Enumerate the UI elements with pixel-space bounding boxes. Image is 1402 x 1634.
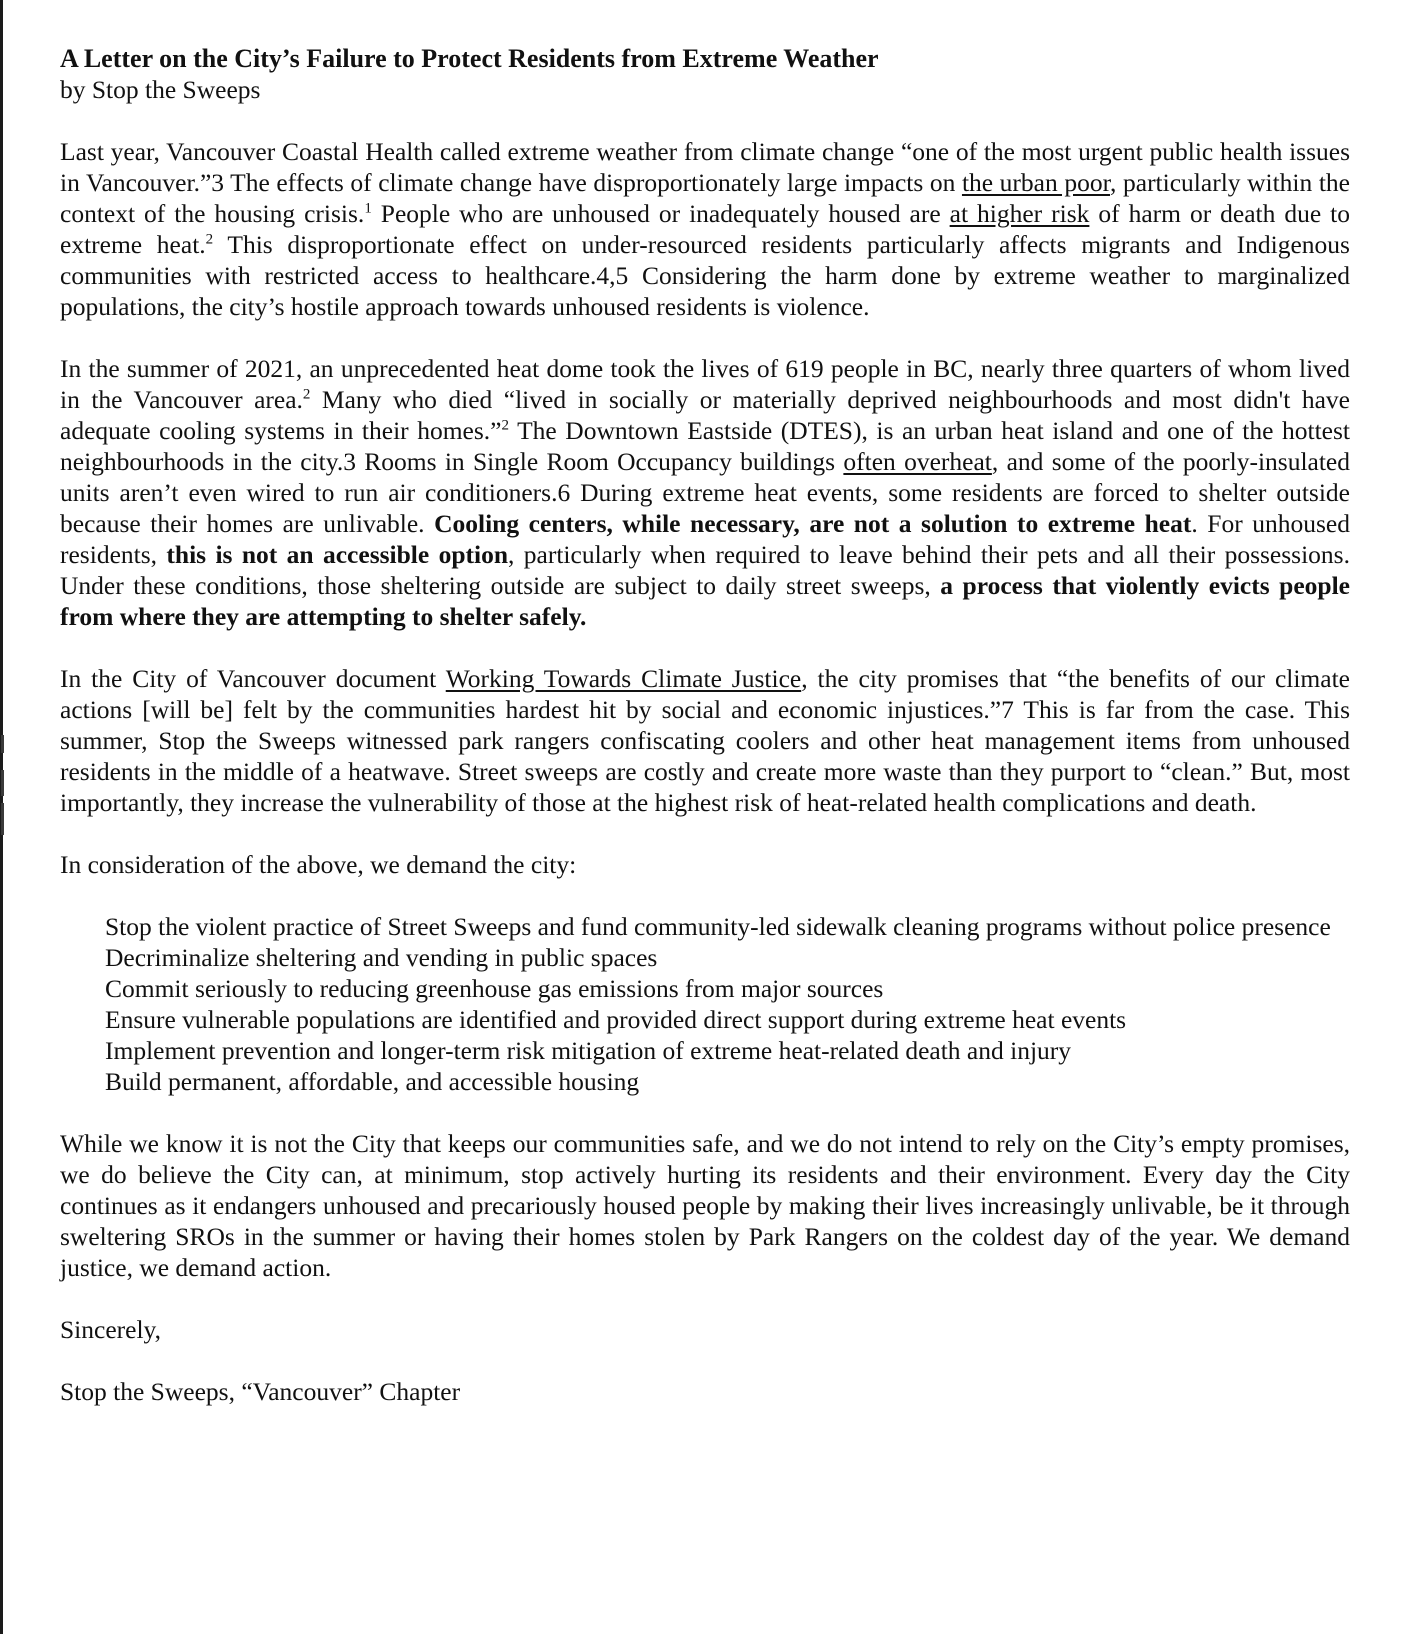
letter-byline: by Stop the Sweeps [60,75,261,104]
footnote-ref: 1 [364,200,372,217]
bold-text: a process that violently evicts people from where they are attempting to shelter safely. [60,571,1350,631]
text-span: , particularly when required to leave behind their pets and all their possessions. Under these conditions, those sheltering outside are subject to daily street sweeps, [60,540,1350,600]
closing-salutation: Sincerely, [60,1315,162,1344]
scan-artifact-mark [1,803,4,835]
bold-text: Cooling centers, while necessary, are not a solution to extreme heat [434,509,1192,538]
text-span: , and some of the poorly-insulated units aren’t even wired to run air conditioners.6 During extreme heat events, some residents are forced to shelter outside because their homes are unlivable. [60,447,1351,538]
link-higher-risk[interactable]: at higher risk [949,199,1090,228]
paragraph-demand-intro: In consideration of the above, we demand the city: [60,850,577,879]
text-span: , the city promises that “the benefits of our climate actions [will be] felt by the communities hardest hit by social and economic injustices.”7 This is far from the case. This summer, Stop the Sweeps witnessed park rangers confiscating coolers and other heat management items from unhoused residents in the middle of a heatwave. Street sweeps are costly and create more waste than they purport to “clean.” But, most importantly, they increase the vulnerability of those at the highest risk of heat-related health complications and death. [60,664,1350,817]
footnote-ref: 2 [501,417,509,434]
text-span: Last year, Vancouver Coastal Health called extreme weather from climate change “one of the most urgent public health issues in Vancouver.”3 The effects of climate change have disproportionately large impacts on [60,137,1350,197]
text-span: of harm or death due to extreme heat. [60,199,1350,259]
scan-artifact-mark [1,770,4,796]
footnote-ref: 2 [205,231,214,248]
link-often-overheat[interactable]: often overheat [843,447,992,476]
bold-text: this is not an accessible option [166,540,509,569]
letter-body [60,43,1350,1407]
demand-item: Build permanent, affordable, and accessible housing [105,1067,640,1096]
paragraph-conclusion: While we know it is not the City that keeps our communities safe, and we do not intend to rely on the City’s empty promises, we do believe the City can, at minimum, stop actively hurting its residents and their environment. Every day the City continues as it endangers unhoused and precariously housed people by making their lives increasingly unlivable, be it through sweltering SROs in the summer or having their homes stolen by Park Rangers on the coldest day of the year. We demand justice, we demand action. [60,1129,1350,1282]
text-span: . For unhoused residents, [60,509,1350,569]
paragraph-intro [60,136,1350,322]
text-span: Many who died “lived in socially or materially deprived neighbourhoods and most didn't have adequate cooling systems in their homes.” [60,385,1351,445]
demand-item: Ensure vulnerable populations are identified and provided direct support during extreme heat events [105,1005,1127,1034]
link-urban-poor[interactable]: the urban poor [961,168,1111,197]
demand-item: Stop the violent practice of Street Sweeps and fund community-led sidewalk cleaning programs without police presence [105,912,1331,941]
text-span: In the summer of 2021, an unprecedented heat dome took the lives of 619 people in BC, nearly three quarters of whom lived in the Vancouver area. [60,354,1350,414]
footnote-ref: 2 [302,386,311,403]
paragraph-heat-dome [60,353,1350,632]
text-span: In the City of Vancouver document [60,664,446,693]
text-span: People who are unhoused or inadequately housed are [371,199,950,228]
text-span: The Downtown Eastside (DTES), is an urban heat island and one of the hottest neighbourhoods in the city.3 Rooms in Single Room Occupancy buildings [60,416,1350,476]
demands-list [60,911,1350,1097]
letter-title: A Letter on the City’s Failure to Protect Residents from Extreme Weather [60,44,879,73]
scan-artifact-mark [1,735,4,753]
link-climate-justice-document[interactable]: Working Towards Climate Justice [445,664,802,693]
demand-item: Implement prevention and longer-term risk mitigation of extreme heat-related death and injury [105,1036,1072,1065]
demand-item: Decriminalize sheltering and vending in public spaces [105,943,658,972]
paragraph-climate-justice [60,663,1350,818]
signature: Stop the Sweeps, “Vancouver” Chapter [60,1377,461,1406]
text-span: This disproportionate effect on under-resourced residents particularly affects migrants and Indigenous communities with restricted access to healthcare.4,5 Considering the harm done by extreme weather to marginalized populations, the city’s hostile approach towards unhoused residents is violence. [60,230,1350,321]
demand-item: Commit seriously to reducing greenhouse gas emissions from major sources [105,974,884,1003]
text-span: , particularly within the context of the housing crisis. [60,168,1350,228]
